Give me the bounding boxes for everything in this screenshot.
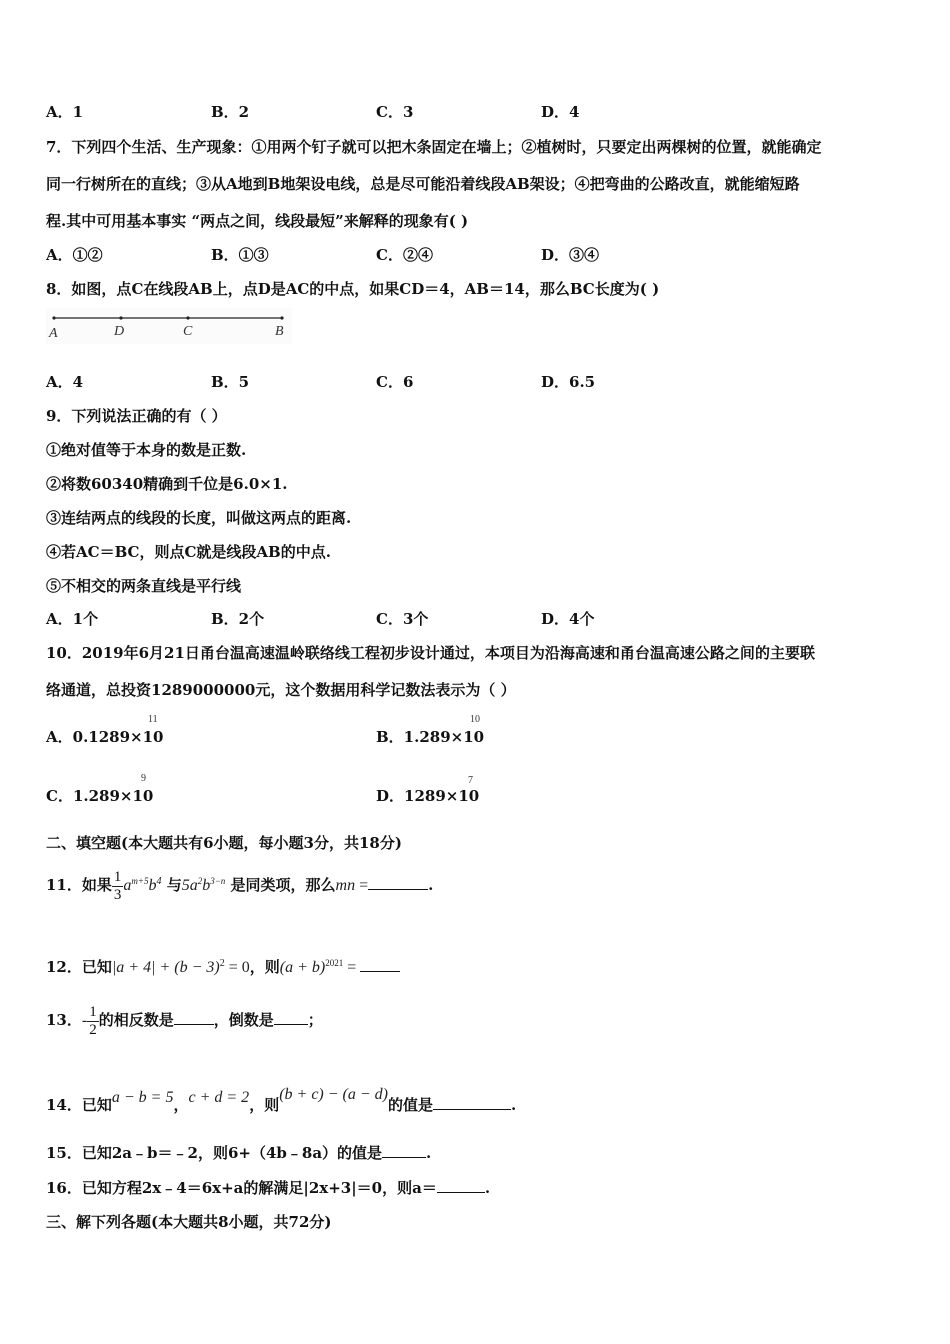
q11-fraction (112, 869, 124, 904)
q11-term1-b: b (148, 877, 157, 894)
q16-question (46, 1178, 490, 1198)
q13-text-1: 的相反数是 (98, 1011, 174, 1029)
q11-expr: mn (335, 877, 356, 894)
q11-answer-blank[interactable] (368, 875, 428, 890)
q13-text-2: ，倒数是 (213, 1011, 274, 1029)
point-a (52, 316, 55, 319)
q11-term1-b-exp: 4 (156, 876, 162, 887)
q11-end: . (428, 876, 434, 894)
q14-sep1: ， (173, 1096, 189, 1114)
q12-expr1: |a + 4| + (b − 3) (111, 959, 220, 976)
q7-option-c: C．②④ (376, 246, 433, 264)
q12-exp2: 2021 (325, 958, 344, 968)
section-2-heading: 二、填空题(本大题共有6小题，每小题3分，共18分) (46, 834, 402, 852)
q13-answer-blank-1[interactable] (174, 1010, 214, 1025)
q8-option-a: A．4 (46, 373, 84, 391)
q9-option-b: B．2个 (211, 610, 265, 628)
q10-option-a: A．0.1289×10 (46, 728, 164, 746)
q10-option-c: C．1.289×10 (46, 787, 154, 805)
q12-eq2: = (343, 959, 357, 976)
q15-end: . (426, 1144, 432, 1162)
q9-option-c: C．3个 (376, 610, 429, 628)
q9-statement-5: ⑤不相交的两条直线是平行线 (46, 577, 242, 595)
q15-text: 15．已知2a﹣b＝﹣2，则6+（4b﹣8a）的值是 (46, 1144, 383, 1162)
q10-option-d: D．1289×10 (376, 787, 480, 805)
q13-prefix: 13． (46, 1011, 82, 1029)
label-a: A (49, 326, 58, 341)
q11-fraction-numerator: 1 (113, 868, 122, 885)
q10-option-b: B．1.289×10 (376, 728, 485, 746)
q11-term2: 5a (181, 877, 198, 894)
q13-end: ； (307, 1011, 323, 1029)
q7-option-d: D．③④ (541, 246, 600, 264)
q14-suffix: 的值是 (388, 1096, 434, 1114)
q7-option-a: A．①② (46, 246, 103, 264)
q14-sep2: ，则 (249, 1096, 280, 1114)
q14-eq1: a − b = 5 (111, 1089, 174, 1106)
q10-option-d-exponent: 7 (468, 775, 473, 786)
section-3-heading: 三、解下列各题(本大题共8小题，共72分) (46, 1213, 332, 1231)
q11-fraction-denominator: 3 (113, 886, 122, 903)
q11-suffix: 是同类项，那么 (230, 876, 336, 894)
q12-prefix: 12．已知 (46, 958, 112, 976)
q12-question (46, 950, 400, 981)
q7-line-3: 程.其中可用基本事实 “两点之间，线段最短”来解释的现象有( ) (46, 212, 469, 230)
q13-question (46, 1001, 323, 1040)
q9-option-a: A．1个 (46, 610, 99, 628)
q11-term2-a-exp: 2 (197, 876, 203, 886)
q14-eq2: c + d = 2 (188, 1089, 250, 1106)
q12-mid: ，则 (249, 958, 280, 976)
q11-prefix: 11．如果 (46, 876, 112, 894)
q10-line-1: 10．2019年6月21日甬台温高速温岭联络线工程初步设计通过，本项目为沿海高速和甬台温高速公路之间的主要联 (46, 644, 815, 662)
q12-eq1: = 0 (224, 959, 250, 976)
q14-answer-blank[interactable] (433, 1095, 511, 1110)
q11-term2-b: b (202, 877, 211, 894)
q16-answer-blank[interactable] (437, 1178, 485, 1193)
q9-option-d: D．4个 (541, 610, 595, 628)
q7-line-2: 同一行树所在的直线；③从A地到B地架设电线，总是尽可能沿着线段AB架设；④把弯曲的公路改直，就能缩短路 (46, 175, 800, 193)
q8-question: 8．如图，点C在线段AB上，点D是AC的中点，如果CD＝4，AB＝14，那么BC长度为( ) (46, 280, 660, 298)
q11-term2-b-exp: 3−n (210, 876, 226, 886)
q8-option-d: D．6.5 (541, 373, 596, 391)
q11-term1-a-exp: m+5 (131, 876, 149, 886)
q8-option-b: B．5 (211, 373, 250, 391)
q10-line-2: 络通道，总投资1289000000元，这个数据用科学记数法表示为（ ） (46, 681, 516, 699)
q6-option-c: C．3 (376, 103, 414, 121)
q11-term1-a: a (123, 877, 132, 894)
q12-exp1: 2 (219, 958, 225, 969)
q6-option-d: D．4 (541, 103, 580, 121)
q9-statement-3: ③连结两点的线段的长度，叫做这两点的距离. (46, 509, 352, 527)
q8-option-c: C．6 (376, 373, 414, 391)
q10-option-b-exponent: 10 (470, 714, 480, 725)
q16-text: 16．已知方程2x﹣4＝6x+a的解满足|2x+3|＝0，则a＝ (46, 1179, 437, 1197)
q15-question (46, 1143, 431, 1163)
q10-option-c-exponent: 9 (141, 773, 146, 784)
q13-sign: - (81, 1012, 88, 1029)
q14-end: . (511, 1096, 517, 1114)
q9-statement-1: ①绝对值等于本身的数是正数. (46, 441, 247, 459)
q13-fraction-denominator: 2 (89, 1021, 97, 1038)
q9-question: 9．下列说法正确的有（ ） (46, 407, 227, 425)
q16-end: . (484, 1179, 491, 1197)
point-d (119, 316, 122, 319)
point-c (186, 316, 189, 319)
q14-prefix: 14．已知 (46, 1096, 112, 1114)
point-b (280, 316, 283, 319)
q15-answer-blank[interactable] (382, 1143, 426, 1158)
label-c: C (183, 324, 193, 339)
q8-segment-figure (46, 308, 292, 344)
q11-eq: = (355, 877, 369, 894)
q9-statement-4: ④若AC＝BC，则点C就是线段AB的中点. (46, 543, 331, 561)
q6-option-a: A．1 (46, 103, 84, 121)
q13-fraction-numerator: 1 (89, 1003, 97, 1020)
q13-fraction (87, 1004, 99, 1039)
q11-mid: 与 (166, 876, 182, 894)
q14-question (46, 1088, 516, 1123)
q12-answer-blank[interactable] (360, 957, 400, 972)
q7-option-b: B．①③ (211, 246, 269, 264)
q6-option-b: B．2 (211, 103, 250, 121)
q13-answer-blank-2[interactable] (274, 1010, 308, 1025)
q9-statement-2: ②将数60340精确到千位是6.0×1. (46, 475, 288, 493)
q7-line-1: 7．下列四个生活、生产现象：①用两个钉子就可以把木条固定在墙上；②植树时，只要定出两棵树的位置，就能确定 (46, 138, 822, 156)
label-d: D (114, 324, 125, 339)
q11-question (46, 862, 433, 905)
label-b: B (275, 324, 284, 339)
q12-expr2: (a + b) (279, 959, 326, 976)
q10-option-a-exponent: 11 (148, 714, 158, 725)
q14-expr: (b + c) − (a − d) (279, 1086, 389, 1103)
